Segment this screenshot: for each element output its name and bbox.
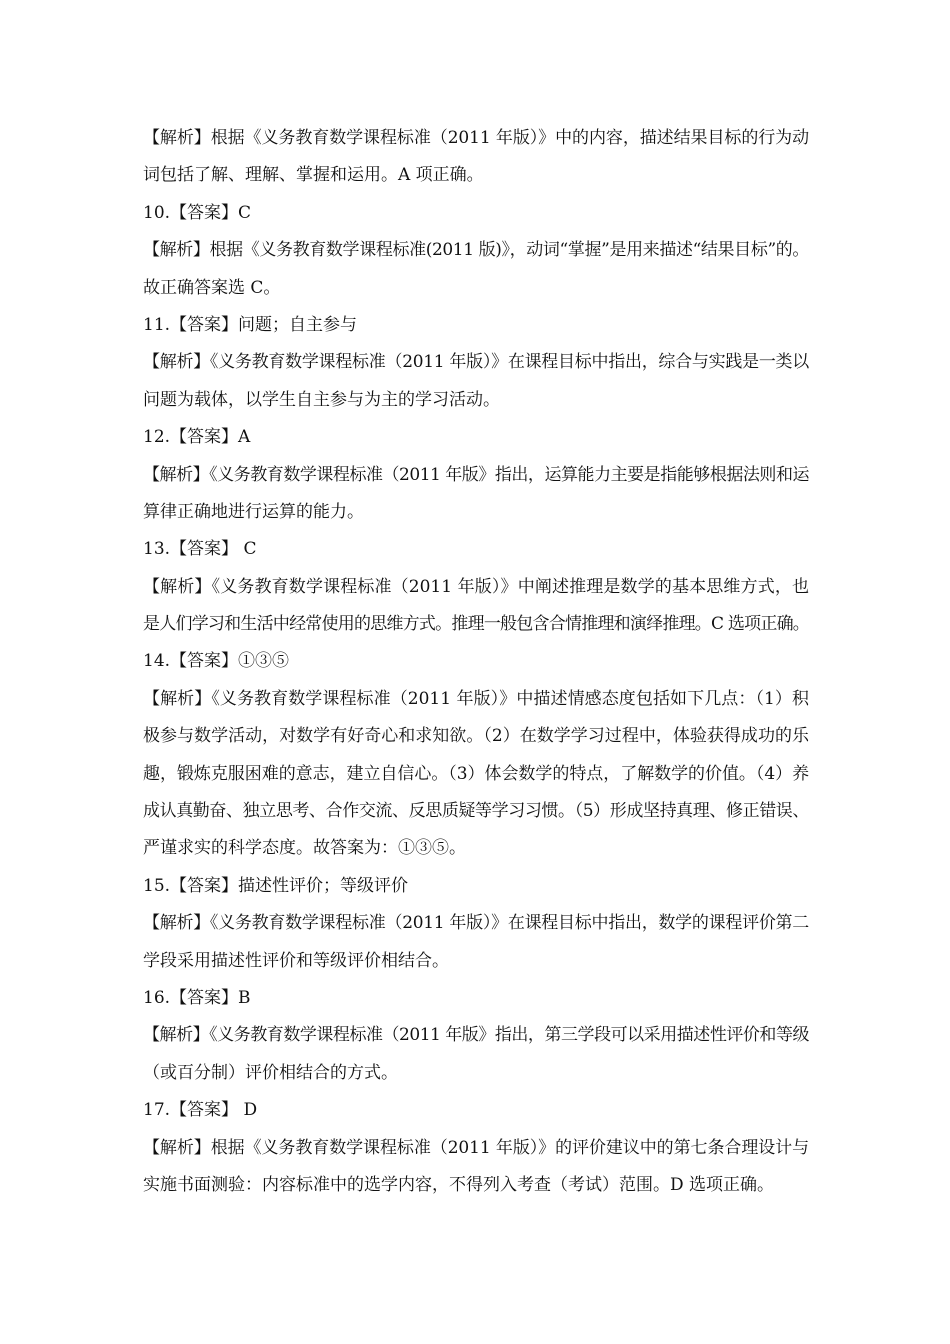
- text-line: 【解析】《义务教育数学课程标准（2011 年版》指出，运算能力主要是指能够根据法则和运: [143, 464, 809, 485]
- text-line: 16.【答案】B: [143, 987, 251, 1008]
- text-line: 【解析】《义务教育数学课程标准（2011 年版》指出，第三学段可以采用描述性评价和等级: [143, 1025, 809, 1046]
- text-line: 成认真勤奋、独立思考、合作交流、反思质疑等学习习惯。（5）形成坚持真理、修正错误、: [143, 801, 809, 822]
- text-line: 趣，锻炼克服困难的意志，建立自信心。（3）体会数学的特点，了解数学的价值。（4）养: [143, 763, 809, 784]
- text-line: 严谨求实的科学态度。故答案为：①③⑤。: [143, 838, 466, 859]
- text-line: 【解析】根据《义务教育数学课程标准(2011 版)》，动词“掌握”是用来描述“结果目标”的。: [143, 240, 809, 261]
- text-line: 极参与数学活动，对数学有好奇心和求知欲。（2）在数学学习过程中，体验获得成功的乐: [143, 726, 809, 747]
- text-line: 【解析】《义务教育数学课程标准（2011 年版）》在课程目标中指出，数学的课程评价第二: [143, 913, 809, 934]
- text-line: 14.【答案】①③⑤: [143, 651, 290, 672]
- text-line: 12.【答案】A: [143, 427, 251, 448]
- text-line: 问题为载体，以学生自主参与为主的学习活动。: [143, 389, 500, 410]
- text-line: 算律正确地进行运算的能力。: [143, 501, 364, 522]
- text-line: 【解析】根据《义务教育数学课程标准（2011 年版）》中的内容，描述结果目标的行为动: [143, 128, 809, 148]
- text-line: 11.【答案】问题；自主参与: [143, 314, 358, 335]
- text-line: 实施书面测验：内容标准中的选学内容，不得列入考查（考试）范围。D 选项正确。: [143, 1174, 775, 1195]
- text-line: 是人们学习和生活中经常使用的思维方式。推理一般包含合情推理和演绎推理。C 选项正确。: [143, 614, 809, 635]
- text-line: 词包括了解、理解、掌握和运用。A 项正确。: [143, 165, 484, 186]
- text-line: 【解析】《义务教育数学课程标准（2011 年版）》中描述情感态度包括如下几点：（1）积: [143, 688, 809, 709]
- text-line: 13.【答案】 C: [143, 539, 257, 560]
- text-line: 15.【答案】描述性评价；等级评价: [143, 875, 409, 896]
- text-line: 10.【答案】C: [143, 202, 252, 223]
- text-line: （或百分制）评价相结合的方式。: [143, 1062, 398, 1083]
- text-line: 【解析】根据《义务教育数学课程标准（2011 年版）》的评价建议中的第七条合理设计与: [143, 1137, 809, 1158]
- text-line: 故正确答案选 C。: [143, 277, 281, 298]
- answer-explanations-text: [143, 120, 809, 1204]
- text-line: 学段采用描述性评价和等级评价相结合。: [143, 950, 449, 971]
- text-line: 17.【答案】 D: [143, 1100, 258, 1121]
- text-line: 【解析】《义务教育数学课程标准（2011 年版）》中阐述推理是数学的基本思维方式，也: [143, 576, 809, 597]
- text-line: 【解析】《义务教育数学课程标准（2011 年版）》在课程目标中指出，综合与实践是一类以: [143, 352, 809, 373]
